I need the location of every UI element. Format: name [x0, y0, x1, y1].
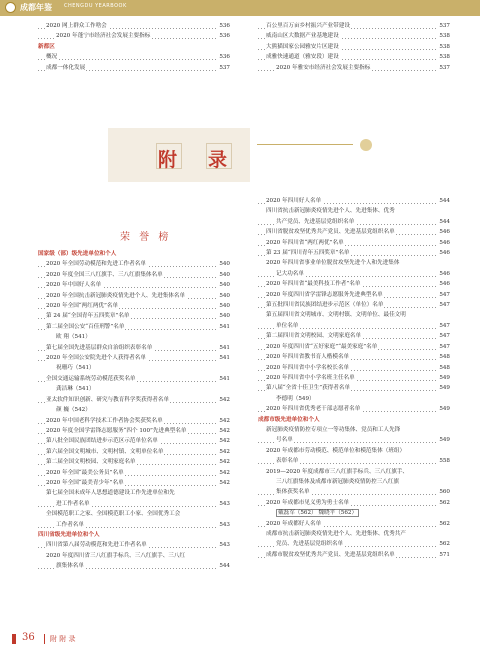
entry-text: 2020 年全国“最美青少年”名单: [46, 479, 124, 486]
footer-label: 附 附 录: [50, 635, 76, 643]
toc-entry: [38, 447, 230, 457]
page-ref: 537: [438, 21, 450, 31]
toc-entry: [258, 539, 450, 549]
page-ref: 547: [438, 331, 450, 341]
entry-text: 2020 年度全国学雷锋志愿服务“四个 100”先进典型名单: [46, 427, 187, 434]
toc-entry: [258, 508, 450, 518]
entry-text: 2020 年蓬宁市经济社会发展主要指标: [56, 33, 151, 40]
toc-entry: [258, 206, 450, 216]
page-ref: 540: [218, 301, 230, 311]
toc-entry: [258, 477, 450, 487]
entry-text: 单位名单: [276, 322, 299, 329]
entry-text: 第 23 届“四川青年五四奖章”名单: [266, 250, 350, 257]
entry-text: 2020 年全国抗击新冠肺炎疫情先进个人、先进集体名单: [46, 292, 186, 299]
appendix-char-2: 录: [208, 149, 228, 171]
toc-entry: [38, 499, 230, 509]
header-title: 成都年鉴: [20, 2, 52, 12]
entry-text: 国家级（部）级先进单位和个人: [38, 251, 117, 257]
page-ref: 558: [438, 456, 450, 466]
entry-text: 百公里百万亩乡村振兴产业带建设: [266, 23, 350, 29]
toc-entry: [258, 217, 450, 227]
entry-text: 成都市脱贫攻坚优秀共产党员、先进基层党组织名单: [266, 551, 395, 558]
toc-entry: [38, 363, 230, 373]
toc-right-main: [258, 196, 450, 560]
page-ref: 538: [438, 52, 450, 62]
toc-entry: [258, 279, 450, 289]
toc-entry: [38, 21, 230, 31]
page-ref: 547: [438, 300, 450, 310]
page-ref: 548: [438, 363, 450, 373]
appendix-char-1: 附: [158, 149, 178, 171]
toc-entry: [258, 238, 450, 248]
toc-entry: [38, 353, 230, 363]
entry-text: 2020 年度四川省学雷锋志愿服务先进典型名单: [266, 291, 383, 298]
page-ref: 544: [218, 561, 230, 571]
toc-entry: [258, 52, 450, 62]
entry-text: 新冠肺炎疫情防控专项立一等功集体、党员和工人先锋: [266, 426, 401, 433]
toc-entry: [258, 196, 450, 206]
toc-entry: [38, 280, 230, 290]
toc-entry: [38, 416, 230, 426]
entry-text: 2020 年度全国三八红旗手、三八红旗集体名单: [46, 271, 163, 278]
entry-text: 欧 翔（541）: [56, 334, 91, 341]
toc-entry: [258, 227, 450, 237]
entry-text: 2020 年四川省中小学名校长名单: [266, 364, 350, 371]
entry-text: 成雅快速通道（雅安段）建设: [266, 54, 339, 61]
page-footer: [0, 629, 480, 651]
page-ref: 540: [218, 259, 230, 269]
toc-entry: [258, 404, 450, 414]
page-ref: 544: [438, 217, 450, 227]
entry-text: 2020 年全国公安院先进个人获得者名单: [46, 355, 146, 362]
page-ref: 542: [218, 478, 230, 488]
toc-entry: [258, 300, 450, 310]
page-ref: 543: [218, 540, 230, 550]
toc-entry: [258, 42, 450, 52]
toc-entry: [38, 343, 230, 353]
page-ref: 546: [438, 238, 450, 248]
entry-text: 祝珊巧（541）: [56, 365, 95, 372]
footer-separator: [44, 634, 45, 644]
toc-entry: [258, 394, 450, 404]
appendix-banner: [108, 128, 250, 182]
page-ref: 540: [218, 280, 230, 290]
entry-text: 第二届全国公安“百佳刑警”名单: [46, 323, 125, 330]
entry-text: 旗集体名单: [56, 563, 84, 570]
toc-entry: [38, 488, 230, 498]
entry-text: 第七届全国未成年人思想道德建设工作先进单位和先: [46, 490, 175, 497]
page-ref: 540: [218, 270, 230, 280]
page-ref: 546: [438, 227, 450, 237]
toc-entry: [258, 383, 450, 393]
toc-right-top: [258, 21, 450, 73]
entry-text: 2020 年度四川省三八红旗手标兵、三八红旗手、三八红: [46, 552, 186, 559]
page-ref: 541: [218, 322, 230, 332]
page-ref: 560: [438, 487, 450, 497]
toc-entry: [258, 342, 450, 352]
page-ref: 562: [438, 498, 450, 508]
toc-entry: [38, 301, 230, 311]
toc-entry: [38, 405, 230, 415]
entry-text: 第八届“全省十佳卫生”获得者名单: [266, 385, 351, 392]
section-heading: [38, 530, 230, 540]
entry-text: 颜 巍（542）: [56, 407, 91, 414]
toc-entry: [258, 269, 450, 279]
page-ref: 549: [438, 404, 450, 414]
page-ref: 571: [438, 550, 450, 560]
page-ref: 543: [218, 499, 230, 509]
toc-entry: [38, 311, 230, 321]
toc-entry: [38, 259, 230, 269]
toc-entry: [258, 550, 450, 560]
entry-text: 四川省第八届劳动模范和先进工作者名单: [46, 542, 147, 549]
entry-text: 成都市级先进单位和个人: [258, 416, 320, 423]
entry-text: 2020 年成都好人名单: [266, 520, 322, 527]
running-header: [0, 0, 480, 16]
toc-entry: [258, 258, 450, 268]
entry-text: 2020 年四川省“两红两优”名单: [266, 239, 344, 246]
toc-entry: [258, 63, 450, 73]
toc-entry: [38, 63, 230, 73]
toc-entry: [258, 31, 450, 41]
entry-text: 2020 年中国老科学技术工作者协会奖获奖名单: [46, 417, 163, 424]
toc-entry: [258, 498, 450, 508]
page-ref: 546: [438, 248, 450, 258]
toc-entry: [258, 487, 450, 497]
entry-text: 第七届全国先进基层群众自治组织表彰名单: [46, 344, 153, 351]
toc-entry: [38, 31, 230, 41]
page-ref: 547: [438, 342, 450, 352]
entry-text: 2019—2020 年度成都市三八红旗手标兵、三八红旗手、: [266, 468, 409, 475]
toc-entry: [38, 52, 230, 62]
page-ref: 536: [218, 21, 230, 31]
toc-entry: [258, 363, 450, 373]
entry-text: 概况: [46, 54, 58, 61]
entry-text: 四川省级先进单位和个人: [38, 531, 100, 538]
page-ref: 538: [438, 42, 450, 52]
entry-text: 工作者名单: [56, 521, 84, 528]
page-ref: 543: [218, 520, 230, 530]
entry-text: 亚太软件知识创新、研究与教育科学奖获得者名单: [46, 396, 170, 403]
entry-text: 全国模范职工之家、全国模范职工小家、全国优秀工会: [46, 511, 181, 518]
page-ref: 544: [438, 196, 450, 206]
toc-entry: [38, 478, 230, 488]
toc-entry: [258, 435, 450, 445]
page-ref: 549: [438, 373, 450, 383]
entry-text: 集体获奖名单: [276, 489, 310, 496]
entry-text: 第五届四川省文明城市、文明村镇、文明单位、最佳文明: [266, 312, 406, 319]
page-ref: 540: [218, 291, 230, 301]
entry-text: 第五批四川省民族团结进步示范区（单位）名单: [266, 302, 384, 309]
entry-text: 第六届全国文明城市、文明村镇、文明单位名单: [46, 448, 164, 455]
entry-text: 2020 年四川好人名单: [266, 198, 322, 204]
entry-text: 成都一体化发展: [46, 64, 86, 71]
entry-text: 2020 年四川省优秀老干部志愿者名单: [266, 406, 361, 413]
entry-text: 2020 年四川省“最美科技工作者”名单: [266, 281, 361, 288]
page-ref: 547: [438, 321, 450, 331]
toc-left-top: [38, 21, 230, 73]
entry-text: 2020 年雅安市经济社会发展主要指标: [276, 64, 371, 71]
page-ref: 542: [218, 447, 230, 457]
toc-entry: [38, 374, 230, 384]
entry-text: 戴磊军（562） 魏晓平（562）: [278, 510, 358, 517]
toc-entry: [258, 331, 450, 341]
toc-entry: [38, 540, 230, 550]
flower-ornament-icon: [360, 139, 372, 151]
yearbook-logo-icon: [5, 2, 16, 13]
page-ref: 548: [438, 352, 450, 362]
entry-text: 大熊猫国家公园雅安片区建设: [266, 43, 339, 50]
entry-text: 党员、先进基层党组织名单: [276, 541, 344, 548]
toc-entry: [38, 509, 230, 519]
toc-entry: [258, 310, 450, 320]
page-ref: 549: [438, 383, 450, 393]
toc-entry: [38, 457, 230, 467]
toc-entry: [38, 395, 230, 405]
entry-text: 第 24 届“全国青年五四奖章”名单: [46, 313, 130, 320]
toc-entry: [258, 290, 450, 300]
page-ref: 542: [218, 426, 230, 436]
toc-entry: [258, 456, 450, 466]
toc-left-main: [38, 249, 230, 572]
toc-entry: [258, 248, 450, 258]
entry-text: 2020 年成都市见义勇为勇士名单: [266, 499, 350, 506]
page-ref: 546: [438, 269, 450, 279]
header-subtitle: CHENGDU YEARBOOK: [64, 3, 127, 9]
page-number: 36: [22, 632, 35, 643]
page-ref: 541: [218, 353, 230, 363]
toc-entry: [38, 291, 230, 301]
section-heading: [38, 42, 230, 52]
entry-text: 四川省脱贫攻坚优秀共产党员、先进基层党组织名单: [266, 229, 395, 236]
entry-text: 2020 年四川省中小学名班主任名单: [266, 374, 355, 381]
toc-entry: [38, 332, 230, 342]
page-ref: 562: [438, 519, 450, 529]
entry-text: 威南山区大数据产业基地建设: [266, 33, 339, 40]
toc-entry: [38, 270, 230, 280]
entry-text: 进工作者名单: [56, 500, 90, 507]
page-ref: 536: [218, 52, 230, 62]
entry-text: 第二届四川省文明校园、文明家庭名单: [266, 333, 362, 340]
entry-text: 三八红旗集体及成都市新冠肺炎疫情防控三八红旗: [276, 478, 400, 485]
toc-entry: [38, 468, 230, 478]
entry-text: 2020 网上群众工作啥会: [46, 23, 107, 29]
entry-text: 2020 年四川省教书育人楷模名单: [266, 354, 350, 361]
toc-entry: [258, 519, 450, 529]
entry-text: 号名单: [276, 437, 293, 444]
entry-text: 成都市抗击新冠肺炎疫情先进个人、先进集体、优秀共产: [266, 531, 406, 537]
page-ref: 549: [438, 435, 450, 445]
entry-text: 2020 年度四川省“五好家庭”“最美家庭”名单: [266, 343, 378, 350]
toc-entry: [38, 426, 230, 436]
entry-text: 全国交通运输系统劳动模范获奖名单: [46, 375, 136, 382]
section-heading: [258, 415, 450, 425]
toc-entry: [258, 529, 450, 539]
page-ref: 537: [438, 63, 450, 73]
entry-text: 四川省抗击新冠肺炎疫情先进个人、先进集体、优秀: [266, 208, 395, 215]
ornament-line: [257, 144, 353, 145]
page-ref: 536: [218, 31, 230, 41]
page-ref: 542: [218, 416, 230, 426]
toc-entry: [258, 352, 450, 362]
toc-entry: [38, 384, 230, 394]
entry-text: 2020 年全国“两红两优”名单: [46, 303, 119, 310]
entry-text: 2020 年四川省事业单位脱贫攻坚先进个人和先进集体: [266, 260, 400, 267]
page-ref: 546: [438, 279, 450, 289]
toc-entry: [258, 321, 450, 331]
page-ref: 541: [218, 343, 230, 353]
entry-text: 2020 年全国劳动模范和先进工作者名单: [46, 261, 146, 268]
honor-roll-title: 荣 誉 榜: [120, 232, 172, 243]
toc-entry: [38, 551, 230, 561]
entry-text: 第八批全国民族团结进步示范区示范单位名单: [46, 438, 158, 445]
entry-text: 表彰名单: [276, 458, 299, 465]
section-heading: [38, 249, 230, 259]
page-ref: 542: [218, 457, 230, 467]
page-ref: 542: [218, 395, 230, 405]
entry-text: 共产党员、先进基层党组织名单: [276, 218, 355, 225]
footer-mark: [12, 634, 16, 644]
toc-entry: [38, 322, 230, 332]
page-ref: 540: [218, 311, 230, 321]
entry-text: 第二届全国文明校园、文明家庭名单: [46, 459, 136, 466]
toc-entry: [38, 436, 230, 446]
page-ref: 541: [218, 374, 230, 384]
toc-entry: [258, 467, 450, 477]
toc-entry: [258, 446, 450, 456]
page-ref: 542: [218, 436, 230, 446]
entry-text: 龚洁琳（541）: [56, 386, 95, 393]
toc-entry: [258, 425, 450, 435]
toc-entry: [258, 21, 450, 31]
page-ref: 542: [218, 468, 230, 478]
entry-text: 2020 年成都市劳动模范、模范单位和模范集体（班组）: [266, 447, 406, 454]
entry-text: 2020 年全国“最美公务员”名单: [46, 469, 124, 476]
entry-text: 新都区: [38, 43, 55, 50]
page-ref: 547: [438, 290, 450, 300]
toc-entry: [38, 561, 230, 571]
toc-entry: [258, 373, 450, 383]
page-ref: 537: [218, 63, 230, 73]
entry-text: 2020 年中国好人名单: [46, 282, 102, 289]
toc-entry: [38, 520, 230, 530]
page-ref: 562: [438, 539, 450, 549]
page-ref: 538: [438, 31, 450, 41]
entry-text: 记大功名单: [276, 270, 304, 277]
entry-text: 李德明（549）: [276, 395, 315, 402]
